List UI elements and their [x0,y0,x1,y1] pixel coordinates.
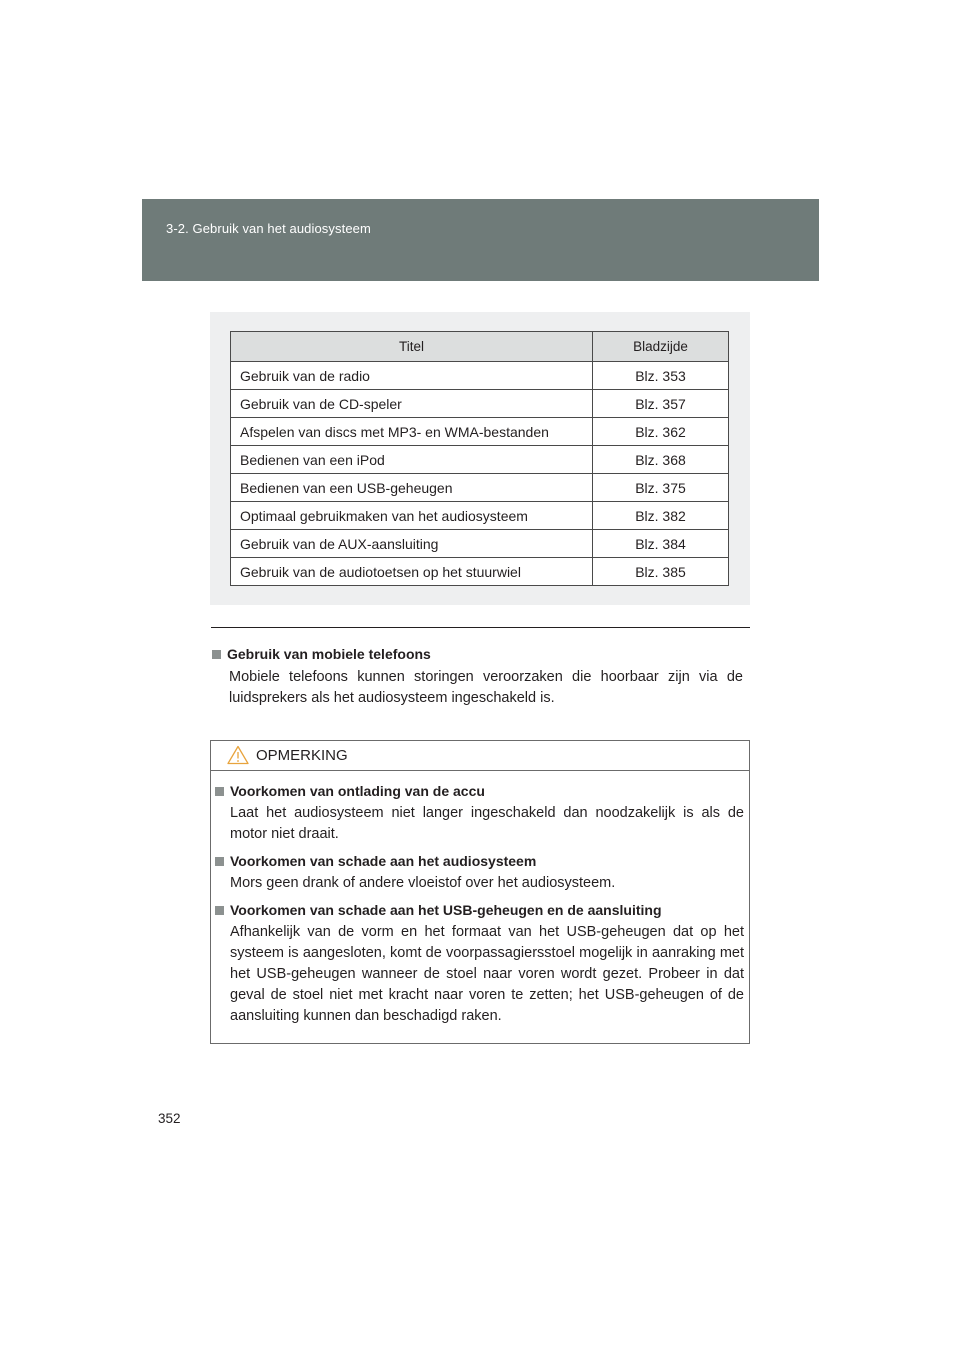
notice-box [210,740,750,1044]
row-title: Bedienen van een iPod [231,446,593,474]
row-page: Blz. 368 [593,446,729,474]
table-row [231,502,729,530]
row-page: Blz. 382 [593,502,729,530]
notice-item-text: Mors geen drank of andere vloeistof over het audiosysteem. [230,875,616,891]
page-number: 352 [158,1111,181,1126]
table-row [231,558,729,586]
warning-triangle-icon [227,745,249,765]
section-header-band [142,199,819,281]
notice-header [211,741,749,771]
table-row [231,530,729,558]
column-header-title: Titel [231,332,593,362]
row-title: Gebruik van de AUX-aansluiting [231,530,593,558]
notice-item-heading-text: Voorkomen van schade aan het USB-geheugen en de aansluiting [230,902,662,918]
row-page: Blz. 353 [593,362,729,390]
row-page: Blz. 375 [593,474,729,502]
table-header-row [231,332,729,362]
table-row [231,446,729,474]
toc-panel [210,312,750,605]
row-title: Gebruik van de CD-speler [231,390,593,418]
notice-label: OPMERKING [256,747,348,764]
section-title: 3-2. Gebruik van het audiosysteem [166,221,371,236]
info-heading [212,646,743,662]
table-row [231,418,729,446]
info-heading-text: Gebruik van mobiele telefoons [227,646,431,662]
row-page: Blz. 384 [593,530,729,558]
info-section [212,646,743,709]
table-row [231,390,729,418]
notice-body [211,771,749,1027]
notice-item-heading-text: Voorkomen van ontlading van de accu [230,783,485,799]
notice-item-text: Afhankelijk van de vorm en het formaat van het USB-geheugen dat op het systeem is aangesloten, komt de voorpassagiersstoel mogelijk in aanraking met het USB-geheugen wanneer de stoel naar voren wordt gezet. Probeer in dat geval de stoel niet met kracht naar voren te zetten; het USB-geheugen of de aansluiting kunnen dan beschadigd raken. [230,924,744,1024]
notice-item-heading [215,853,744,869]
row-page: Blz. 362 [593,418,729,446]
table-row [231,362,729,390]
notice-item-text: Laat het audiosysteem niet langer ingeschakeld dan noodzakelijk is als de motor niet draait. [230,805,744,842]
column-header-page: Bladzijde [593,332,729,362]
toc-table [230,331,729,586]
notice-item-heading-text: Voorkomen van schade aan het audiosysteem [230,853,537,869]
square-bullet-icon [212,650,221,659]
square-bullet-icon [215,857,224,866]
row-title: Afspelen van discs met MP3- en WMA-bestanden [231,418,593,446]
row-title: Gebruik van de radio [231,362,593,390]
square-bullet-icon [215,787,224,796]
square-bullet-icon [215,906,224,915]
row-title: Optimaal gebruikmaken van het audiosysteem [231,502,593,530]
row-page: Blz. 357 [593,390,729,418]
table-row [231,474,729,502]
notice-item-heading [215,783,744,799]
row-title: Bedienen van een USB-geheugen [231,474,593,502]
row-page: Blz. 385 [593,558,729,586]
section-divider [211,627,750,628]
info-text: Mobiele telefoons kunnen storingen veroorzaken die hoorbaar zijn via de luidsprekers als het audiosysteem ingeschakeld is. [229,669,743,706]
notice-item-heading [215,902,744,918]
row-title: Gebruik van de audiotoetsen op het stuurwiel [231,558,593,586]
